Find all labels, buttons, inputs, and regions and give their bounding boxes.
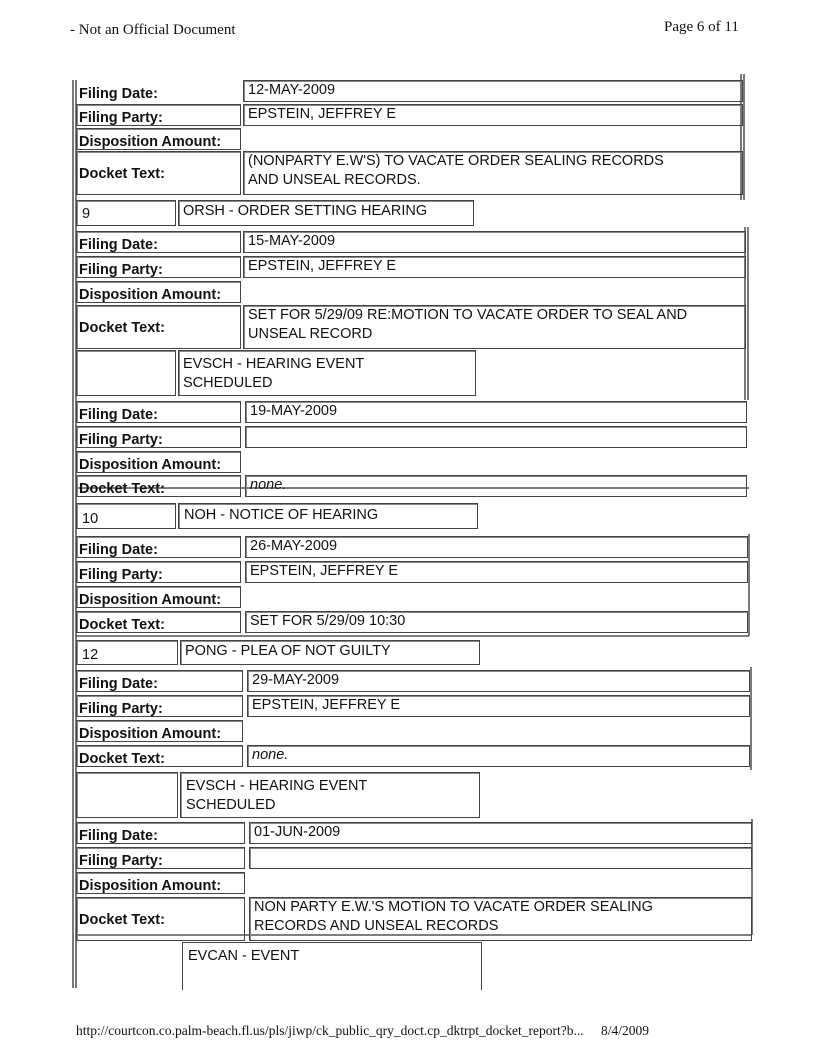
docket-text-line1: (NONPARTY E.W'S) TO VACATE ORDER SEALING RECORDS (248, 153, 664, 169)
filing-party-label: Filing Party: (79, 110, 163, 126)
entry-code: NOH - NOTICE OF HEARING (184, 507, 379, 523)
entry-number: 9 (82, 206, 91, 222)
filing-party-value: EPSTEIN, JEFFREY E (248, 258, 396, 274)
entry-code-line2: SCHEDULED (183, 375, 273, 391)
disposition-amount-label: Disposition Amount: (79, 134, 222, 150)
docket-text-value: none. (252, 747, 289, 763)
footer-url: http://courtcon.co.palm-beach.fl.us/pls/jiwp/ck_public_qry_doct.cp_dktrpt_docket_report?b... (76, 1023, 584, 1038)
filing-party-label: Filing Party: (79, 432, 163, 448)
docket-text-label: Docket Text: (79, 912, 165, 928)
disposition-amount-label: Disposition Amount: (79, 457, 222, 473)
docket-text-line1: SET FOR 5/29/09 RE:MOTION TO VACATE ORDER TO SEAL AND (248, 307, 688, 323)
filing-party-value: EPSTEIN, JEFFREY E (248, 106, 396, 122)
page-number: Page 6 of 11 (664, 19, 739, 35)
header-disclaimer: - Not an Official Document (70, 22, 236, 38)
filing-party-label: Filing Party: (79, 262, 163, 278)
entry-number-box (76, 200, 176, 226)
filing-party-value-box (249, 847, 752, 869)
filing-date-label: Filing Date: (79, 828, 158, 844)
filing-date-value: 15-MAY-2009 (248, 233, 336, 249)
filing-party-label: Filing Party: (79, 853, 163, 869)
filing-date-value: 29-MAY-2009 (252, 672, 340, 688)
disposition-amount-label: Disposition Amount: (79, 878, 222, 894)
entry-code-line2: SCHEDULED (186, 797, 276, 813)
entry-number-box (76, 772, 178, 818)
footer-date: 8/4/2009 (601, 1023, 650, 1038)
filing-date-label: Filing Date: (79, 542, 158, 558)
docket-text-line2: AND UNSEAL RECORDS. (248, 172, 421, 188)
entry-number: 12 (82, 647, 99, 663)
disposition-amount-label: Disposition Amount: (79, 726, 222, 742)
filing-date-value: 19-MAY-2009 (250, 403, 338, 419)
entry-number: 10 (82, 511, 99, 527)
entry-code: EVCAN - EVENT (188, 948, 300, 964)
filing-date-value: 01-JUN-2009 (254, 824, 341, 840)
disposition-amount-label: Disposition Amount: (79, 592, 222, 608)
filing-date-label: Filing Date: (79, 86, 158, 102)
filing-date-value: 26-MAY-2009 (250, 538, 338, 554)
entry-code-line1: EVSCH - HEARING EVENT (186, 778, 368, 794)
disposition-amount-label: Disposition Amount: (79, 287, 222, 303)
filing-date-label: Filing Date: (79, 676, 158, 692)
docket-text-label: Docket Text: (79, 617, 165, 633)
docket-text-label: Docket Text: (79, 320, 165, 336)
entry-number-box (76, 350, 176, 396)
docket-text-label: Docket Text: (79, 751, 165, 767)
filing-party-value: EPSTEIN, JEFFREY E (250, 563, 398, 579)
filing-date-label: Filing Date: (79, 237, 158, 253)
docket-text-line2: UNSEAL RECORD (248, 326, 373, 342)
docket-text-label: Docket Text: (79, 166, 165, 182)
docket-text-value-box (247, 745, 750, 767)
docket-text-value-box (245, 475, 747, 497)
filing-date-label: Filing Date: (79, 407, 158, 423)
filing-party-label: Filing Party: (79, 567, 163, 583)
entry-code: ORSH - ORDER SETTING HEARING (183, 203, 428, 219)
docket-text-value: SET FOR 5/29/09 10:30 (250, 613, 406, 629)
footer (76, 1023, 649, 1039)
filing-party-label: Filing Party: (79, 701, 163, 717)
docket-text-line1: NON PARTY E.W.'S MOTION TO VACATE ORDER SEALING (254, 899, 653, 915)
docket-text-line2: RECORDS AND UNSEAL RECORDS (254, 918, 499, 934)
filing-party-value: EPSTEIN, JEFFREY E (252, 697, 400, 713)
docket-text-value: none. (250, 477, 287, 493)
filing-party-value-box (245, 426, 747, 448)
filing-date-value: 12-MAY-2009 (248, 82, 336, 98)
entry-code: PONG - PLEA OF NOT GUILTY (185, 643, 391, 659)
docket-text-label: Docket Text: (79, 481, 165, 497)
entry-code-line1: EVSCH - HEARING EVENT (183, 356, 365, 372)
